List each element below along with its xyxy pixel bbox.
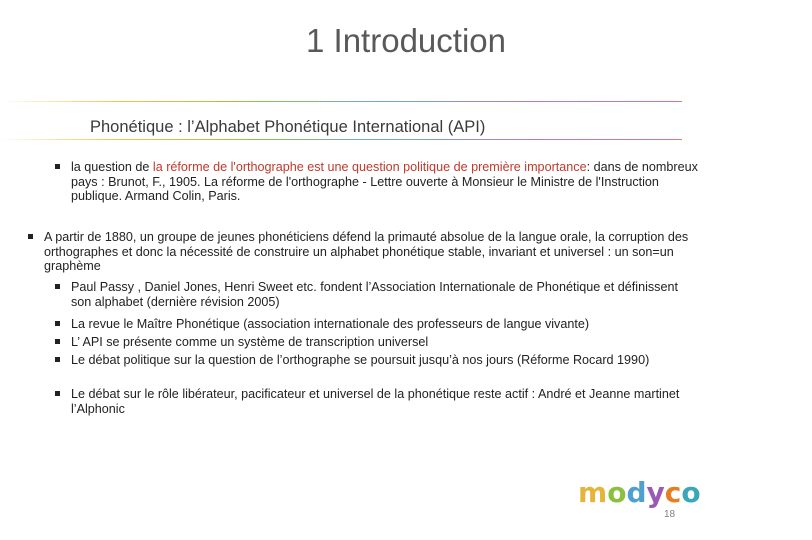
logo-letter: o xyxy=(607,476,627,509)
sub-bullet-api xyxy=(55,335,700,350)
bullet-marker xyxy=(55,339,60,344)
slide-title: 1 Introduction xyxy=(306,22,506,59)
bullet-marker xyxy=(55,164,60,169)
sub-bullet-debat-politique xyxy=(55,353,700,368)
page-number: 18 xyxy=(664,509,676,520)
subtitle-divider xyxy=(0,139,682,140)
bullet-text: Le débat politique sur la question de l’orthographe se poursuit jusqu’à nos jours (Réforme Rocard 1990) xyxy=(71,353,650,367)
logo-letter: c xyxy=(664,476,682,509)
sub-bullet-debat-phonetique xyxy=(55,387,700,416)
bullet-text: A partir de 1880, un groupe de jeunes phonéticiens défend la primauté absolue de la langue orale, la corruption des orthographes et donc la nécessité de construire un alphabet phonétique stable, invariant et universel : un son=un graphème xyxy=(44,230,689,274)
bullet-marker xyxy=(55,357,60,362)
bullet-marker xyxy=(28,234,33,239)
bullet-marker xyxy=(55,391,60,396)
top-divider xyxy=(0,101,682,102)
bullet-phoneticiens xyxy=(28,230,700,274)
bullet-text-prefix: la question de xyxy=(71,160,153,174)
sub-bullet-passy xyxy=(55,280,700,309)
bullet-marker xyxy=(55,321,60,326)
logo-letter: o xyxy=(681,476,701,509)
slide-subtitle: Phonétique : l’Alphabet Phonétique International (API) xyxy=(90,118,486,136)
bullet-marker xyxy=(55,284,60,289)
bullet-text-suffix: : dans de nombreux pays : Brunot, F., 1905. La réforme de l'orthographe - Lettre ouverte à Monsieur le Ministre de l'Instruction publique. Armand Colin, Paris. xyxy=(71,160,698,204)
sub-bullet-revue xyxy=(55,317,700,332)
svg-text:modyco xyxy=(578,476,701,509)
bullet-text: Paul Passy , Daniel Jones, Henri Sweet etc. fondent l’Association Internationale de Phonétique et définissent son alphabet (dernière révision 2005) xyxy=(71,280,678,309)
bullet-text: L’ API se présente comme un système de transcription universel xyxy=(71,335,429,349)
logo-letter: m xyxy=(578,476,608,509)
logo-letter: y xyxy=(646,476,665,509)
bullet-text xyxy=(71,160,705,204)
logo-letter: d xyxy=(626,476,647,509)
bullet-text-highlight: la réforme de l'orthographe est une question politique de première importance xyxy=(152,160,587,174)
bullet-orthographe-reforme xyxy=(55,160,705,204)
bullet-text: La revue le Maître Phonétique (association internationale des professeurs de langue vivante) xyxy=(71,317,590,331)
bullet-text: Le débat sur le rôle libérateur, pacificateur et universel de la phonétique reste actif : André et Jeanne martinet l’Alphonic xyxy=(71,387,680,416)
